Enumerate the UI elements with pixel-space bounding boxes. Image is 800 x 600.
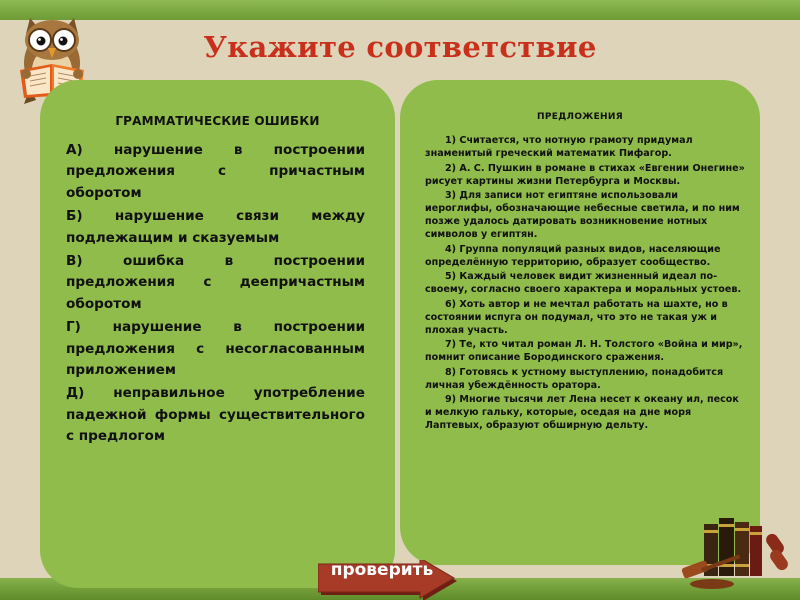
sentences-list	[425, 134, 747, 434]
top-bar	[0, 0, 800, 20]
sentence-item-7: 7) Те, кто читал роман Л. Н. Толстого «Война и мир», помнит описание Бородинского сражения.	[425, 339, 743, 363]
error-item-a: А) нарушение в построении предложения с причастным оборотом	[66, 142, 365, 201]
sentence-item-9: 9) Многие тысячи лет Лена несет к океану ил, песок и мелкую гальку, которые, оседая на дне моря Лаптевых, образуют обширную дельту.	[425, 394, 739, 431]
error-item-b: Б) нарушение связи между подлежащим и сказуемым	[66, 208, 365, 246]
check-answer-button[interactable]	[318, 560, 458, 600]
books-and-gavel-icon	[682, 514, 792, 592]
sentence-item-5: 5) Каждый человек видит жизненный идеал по-своему, согласно своего характера и моральных устоев.	[425, 271, 742, 295]
sentence-item-3: 3) Для записи нот египтяне использовали иероглифы, обозначающие небесные светила, и по ним позже удалось датировать возникновение нотных символов у египтян.	[425, 190, 740, 240]
sentence-item-4: 4) Группа популяций разных видов, населяющие определённую территорию, образует сообщество.	[425, 243, 721, 268]
check-answer-label: проверить	[330, 560, 434, 580]
slide-title: Укажите соответствие	[203, 30, 597, 64]
errors-heading: ГРАММАТИЧЕСКИЕ ОШИБКИ	[115, 114, 320, 128]
error-item-d: Д) неправильное употребление падежной формы существительного с предлогом	[66, 385, 365, 445]
sentences-heading: ПРЕДЛОЖЕНИЯ	[537, 112, 623, 122]
sentence-item-8: 8) Готовясь к устному выступлению, понадобится личная убеждённость оратора.	[425, 366, 724, 391]
sentence-item-1: 1) Считается, что нотную грамоту придумал знаменитый греческий математик Пифагор.	[425, 135, 693, 159]
errors-list	[66, 140, 365, 450]
sentence-item-6: 6) Хоть автор и не мечтал работать на шахте, но в состоянии испуга он подумал, что это не такая уж и плохая участь.	[425, 298, 728, 336]
sentence-item-2: 2) А. С. Пушкин в романе в стихах «Евгении Онегине» рисует картины жизни Петербурга и Москвы.	[425, 162, 745, 187]
error-item-g: Г) нарушение в построении предложения с несогласованным приложением	[66, 319, 365, 379]
error-item-v: В) ошибка в построении предложения с деепричастным оборотом	[66, 253, 365, 312]
